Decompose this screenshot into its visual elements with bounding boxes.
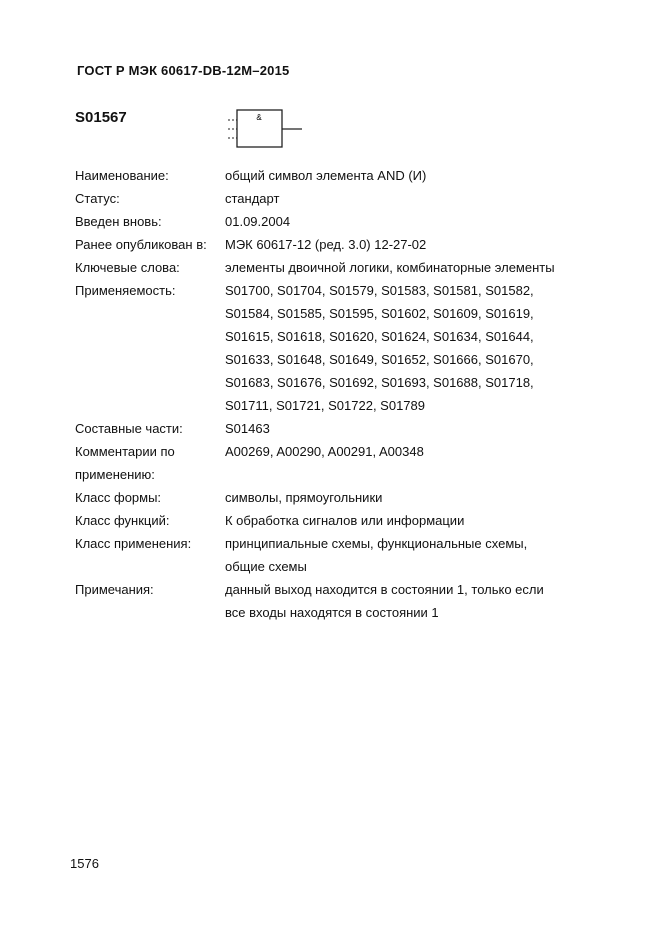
field-shape-class: [75, 486, 595, 509]
value-line: элементы двоичной логики, комбинаторные элементы: [225, 260, 555, 275]
value-line: S01711, S01721, S01722, S01789: [225, 398, 425, 413]
field-status: [75, 187, 595, 210]
field-value: [225, 164, 595, 187]
field-value: [225, 279, 595, 417]
field-label: [75, 440, 225, 486]
value-line: символы, прямоугольники: [225, 490, 383, 505]
field-applicability: [75, 279, 595, 417]
field-label: Введен вновь:: [75, 214, 162, 229]
field-value: [225, 417, 595, 440]
label-line: применению:: [75, 467, 155, 482]
field-application-notes: [75, 440, 595, 486]
field-components: [75, 417, 595, 440]
value-line: общие схемы: [225, 559, 307, 574]
value-line: S01584, S01585, S01595, S01602, S01609, S01619,: [225, 306, 534, 321]
field-value: [225, 256, 595, 279]
label-line: Комментарии по: [75, 444, 175, 459]
field-label: Наименование:: [75, 168, 169, 183]
value-line: принципиальные схемы, функциональные схемы,: [225, 536, 528, 551]
field-label: Применяемость:: [75, 283, 176, 298]
field-value: [225, 210, 595, 233]
value-line: S01700, S01704, S01579, S01583, S01581, S01582,: [225, 283, 534, 298]
field-value: [225, 486, 595, 509]
value-line: общий символ элемента AND (И): [225, 168, 427, 183]
field-value: [225, 233, 595, 256]
field-name: [75, 164, 595, 187]
field-value: [225, 440, 595, 486]
field-function-class: [75, 509, 595, 532]
field-previously-published: [75, 233, 595, 256]
field-label: Статус:: [75, 191, 120, 206]
value-line: стандарт: [225, 191, 280, 206]
page-number: 1576: [70, 856, 99, 871]
field-label: Примечания:: [75, 582, 154, 597]
field-notes: [75, 578, 595, 624]
value-line: К обработка сигналов или информации: [225, 513, 465, 528]
value-line: S01463: [225, 421, 270, 436]
field-label: Ключевые слова:: [75, 260, 180, 275]
field-label: Класс функций:: [75, 513, 170, 528]
field-introduced: [75, 210, 595, 233]
field-application-class: [75, 532, 595, 578]
field-value: [225, 509, 595, 532]
field-value: [225, 187, 595, 210]
value-line: МЭК 60617-12 (ред. 3.0) 12-27-02: [225, 237, 427, 252]
value-line: все входы находятся в состоянии 1: [225, 605, 439, 620]
value-line: A00269, A00290, A00291, A00348: [225, 444, 424, 459]
field-label: Ранее опубликован в:: [75, 237, 207, 252]
value-line: S01683, S01676, S01692, S01693, S01688, S01718,: [225, 375, 534, 390]
entry-code: S01567: [75, 109, 127, 126]
value-line: данный выход находится в состоянии 1, только если: [225, 582, 544, 597]
field-table: [75, 164, 595, 624]
value-line: S01615, S01618, S01620, S01624, S01634, S01644,: [225, 329, 534, 344]
value-line: 01.09.2004: [225, 214, 291, 229]
field-label: Составные части:: [75, 421, 183, 436]
gate-label: &: [256, 113, 262, 122]
and-gate-symbol: [226, 109, 306, 154]
field-label: Класс применения:: [75, 536, 192, 551]
field-value: [225, 532, 595, 578]
field-value: [225, 578, 595, 624]
field-label: Класс формы:: [75, 490, 162, 505]
field-keywords: [75, 256, 595, 279]
document-header: ГОСТ Р МЭК 60617-DB-12M–2015: [77, 63, 290, 78]
value-line: S01633, S01648, S01649, S01652, S01666, S01670,: [225, 352, 534, 367]
